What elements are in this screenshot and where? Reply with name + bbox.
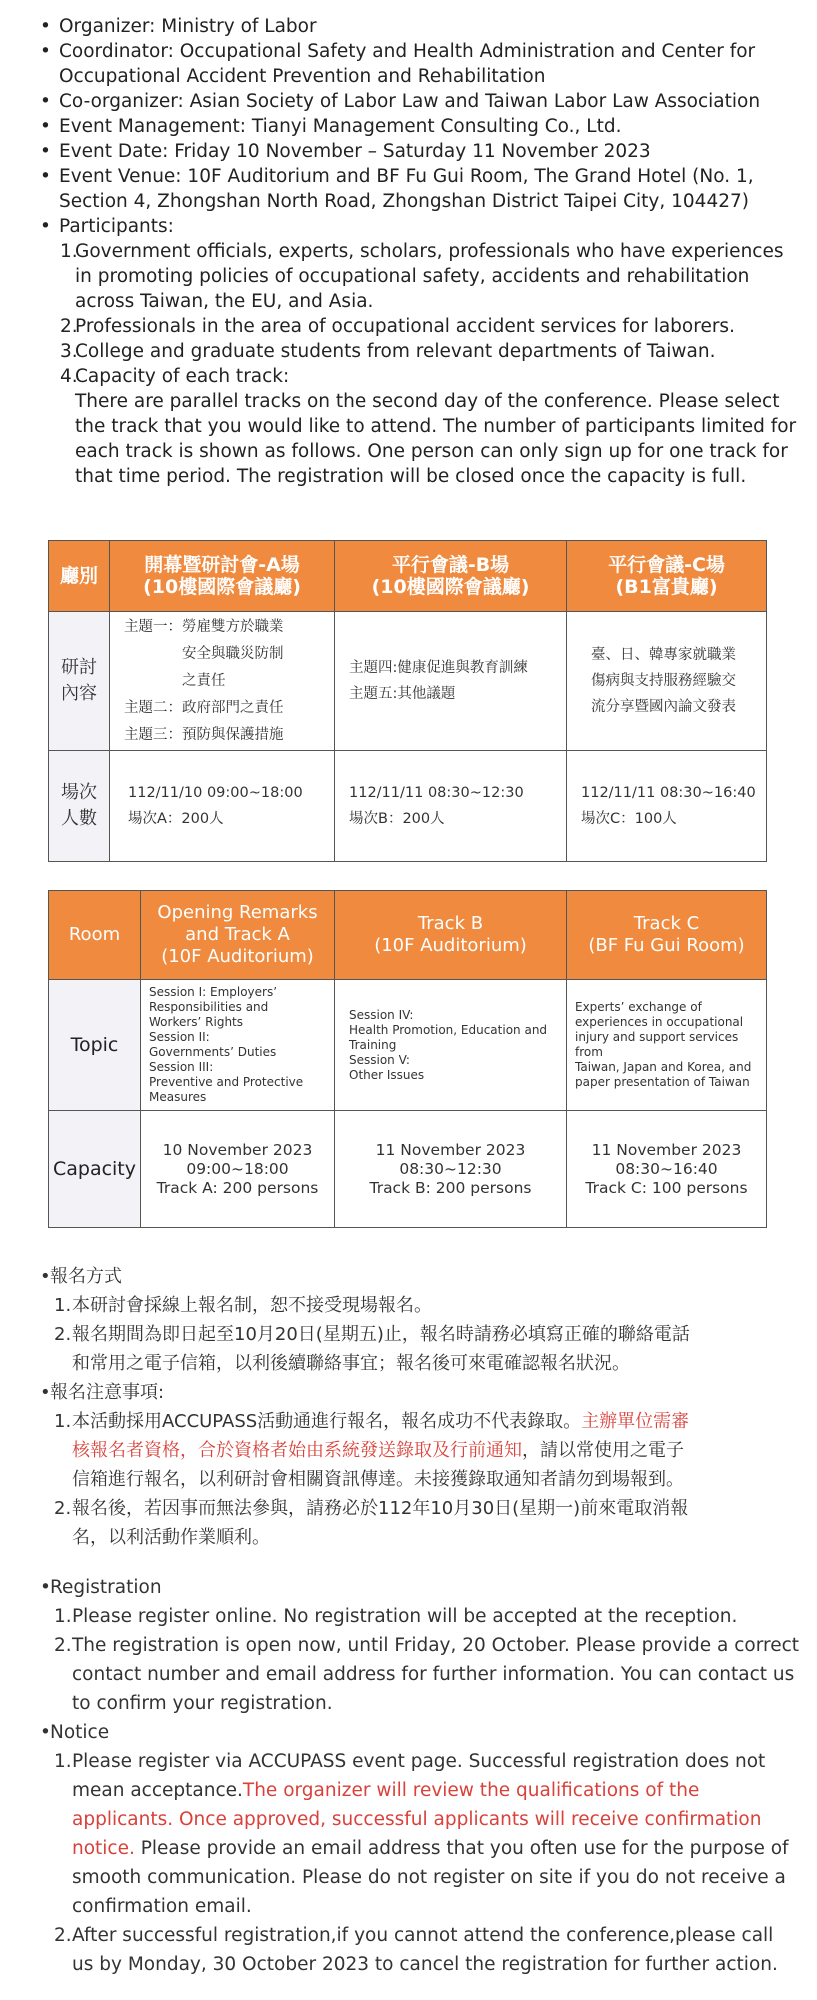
capacity-label-zh: 場次 人數 [49, 751, 110, 862]
header-track-a-zh: 開幕暨研討會-A場 (10樓國際會議廳) [110, 541, 335, 612]
registration-heading-en: • Registration [40, 1573, 800, 1602]
topic-c-zh: 臺、日、韓專家就職業 傷病與支持服務經驗交 流分享暨國內論文發表 [567, 612, 767, 751]
event-venue: • Event Venue: 10F Auditorium and BF Fu Gui Room, The Grand Hotel (No. 1, Section 4, Zhongshan North Road, Zhongshan District Taipei City, 104427) [40, 164, 800, 214]
topic-label-zh: 研討 內容 [49, 612, 110, 751]
participants-list [40, 239, 800, 489]
topic-b-en: Session IV: Health Promotion, Education and Training Session V: Other Issues [335, 980, 567, 1111]
notice-heading-zh: • 報名注意事項: [40, 1378, 800, 1407]
participant-item: 4. Capacity of each track: There are parallel tracks on the second day of the conference. Please select the track that you would like to attend. The number of participants limited for each track is shown as follows. One person can only sign up for one track for that time period. The registration will be closed once the capacity is full. [60, 364, 800, 489]
registration-item-zh: 2. 報名期間為即日起至10月20日(星期五)止，報名時請務必填寫正確的聯絡電話 和常用之電子信箱，以利後續聯絡事宜；報名後可來電確認報名狀況。 [54, 1324, 690, 1374]
notice-item-en: 2. After successful registration,if you cannot attend the conference,please call us by Monday, 30 October 2023 to cancel the registration for further action. [54, 1925, 778, 1975]
capacity-c-en: 11 November 2023 08:30~16:40 Track C: 100 persons [567, 1111, 767, 1228]
notice-heading-en: • Notice [40, 1718, 800, 1747]
participant-item: 1. Government officials, experts, scholars, professionals who have experiences in promoting policies of occupational safety, accidents and rehabilitation across Taiwan, the EU, and Asia. [60, 241, 784, 312]
notice-item-zh: 1. 本活動採用ACCUPASS活動通進行報名，報名成功不代表錄取。主辦單位需審 核報名者資格，合於資格者始由系統發送錄取及行前通知，請以常使用之電子 信箱進行報名，以利研討會相關資訊傳達。未接獲錄取通知者請勿到場報到。 [54, 1411, 690, 1490]
participants-label: • Participants: [40, 214, 800, 239]
notice-item-en: 1. Please register via ACCUPASS event page. Successful registration does not mean acceptance.The organizer will review the qualifications of the applicants. Once approved, successful applicants will receive confirmation notice. Please provide an email address that you often use for the purpose of smooth communication. Please do not register on site if you do not receive a confirmation email. [54, 1751, 789, 1917]
header-track-c-zh: 平行會議-C場 (B1富貴廳) [567, 541, 767, 612]
registration-item-zh: 1. 本研討會採線上報名制，恕不接受現場報名。 [54, 1295, 432, 1316]
capacity-a-zh: 112/11/10 09:00~18:00 場次A：200人 [110, 751, 335, 862]
participant-item: 2. Professionals in the area of occupational accident services for laborers. [60, 316, 735, 337]
schedule-table-en [48, 890, 767, 1228]
capacity-c-zh: 112/11/11 08:30~16:40 場次C：100人 [567, 751, 767, 862]
header-track-b-en: Track B (10F Auditorium) [335, 891, 567, 980]
header-track-b-zh: 平行會議-B場 (10樓國際會議廳) [335, 541, 567, 612]
capacity-a-en: 10 November 2023 09:00~18:00 Track A: 200 persons [141, 1111, 335, 1228]
topic-label-en: Topic [49, 980, 141, 1111]
capacity-note: There are parallel tracks on the second day of the conference. Please select the track that you would like to attend. The number of participants limited for each track is shown as follows. One person can only sign up for one track for that time period. The registration will be closed once the capacity is full. [75, 391, 797, 487]
capacity-b-zh: 112/11/11 08:30~12:30 場次B：200人 [335, 751, 567, 862]
co-organizer: • Co-organizer: Asian Society of Labor Law and Taiwan Labor Law Association [40, 89, 800, 114]
header-track-c-en: Track C (BF Fu Gui Room) [567, 891, 767, 980]
notice-item-zh: 2. 報名後，若因事而無法參與，請務必於112年10月30日(星期一)前來電取消報 名，以利活動作業順利。 [54, 1498, 689, 1548]
capacity-b-en: 11 November 2023 08:30~12:30 Track B: 200 persons [335, 1111, 567, 1228]
capacity-label-en: Capacity [49, 1111, 141, 1228]
topic-b-zh: 主題四:健康促進與教育訓練 主題五:其他議題 [335, 612, 567, 751]
event-management: • Event Management: Tianyi Management Consulting Co., Ltd. [40, 114, 800, 139]
coordinator: • Coordinator: Occupational Safety and Health Administration and Center for Occupational Accident Prevention and Rehabilitation [40, 39, 800, 89]
registration-item-en: 2. The registration is open now, until Friday, 20 October. Please provide a correct contact number and email address for further information. You can contact us to confirm your registration. [54, 1635, 800, 1714]
header-track-a-en: Opening Remarks and Track A (10F Auditorium) [141, 891, 335, 980]
registration-zh [40, 1262, 800, 1552]
schedule-table-zh [48, 540, 767, 862]
event-date: • Event Date: Friday 10 November – Saturday 11 November 2023 [40, 139, 800, 164]
topic-a-en: Session I: Employers’ Responsibilities and Workers’ Rights Session II: Governments’ Duties Session III: Preventive and Protective Measures [141, 980, 335, 1111]
topic-a-zh: 主題一： 勞雇雙方於職業 安全與職災防制 之責任 主題二： 政府部門之責任 主題三： 預防與保護措施 [110, 612, 335, 751]
topic-c-en: Experts’ exchange of experiences in occupational injury and support services from Taiwan, Japan and Korea, and paper presentation of Taiwan [567, 980, 767, 1111]
registration-heading-zh: • 報名方式 [40, 1262, 800, 1291]
header-room-zh: 廳別 [49, 541, 110, 612]
event-info [40, 14, 800, 489]
organizer: • Organizer: Ministry of Labor [40, 14, 800, 39]
registration-en [40, 1573, 800, 1979]
header-room-en: Room [49, 891, 141, 980]
participant-item: 3. College and graduate students from relevant departments of Taiwan. [60, 341, 716, 362]
registration-item-en: 1. Please register online. No registration will be accepted at the reception. [54, 1606, 738, 1627]
